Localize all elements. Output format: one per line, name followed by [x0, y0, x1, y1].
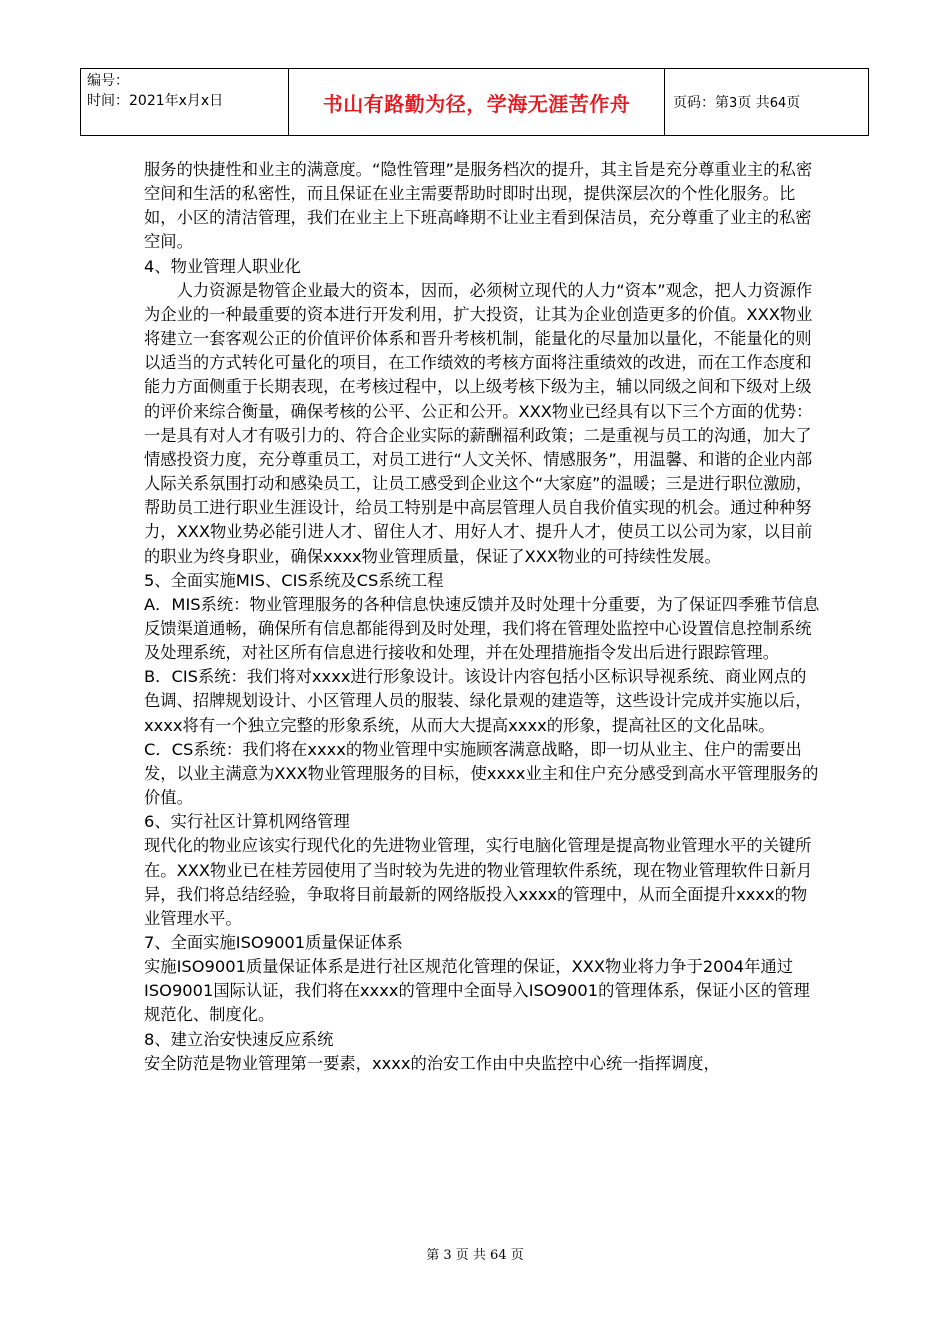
page-footer: 第 3 页 共 64 页 — [426, 1248, 524, 1263]
paragraph: B．CIS系统：我们将对xxxx进行形象设计。该设计内容包括小区标识导视系统、商业网点的色调、招牌规划设计、小区管理人员的服装、绿化景观的建造等，这些设计完成并实施以后，xxxx将有一个独立完整的形象系统，从而大大提高xxxx的形象，提高社区的文化品味。 — [144, 667, 812, 735]
section-heading: 8、建立治安快速反应系统 — [144, 1029, 334, 1049]
paragraph: 安全防范是物业管理第一要素，xxxx的治安工作由中央监控中心统一指挥调度， — [144, 1053, 720, 1073]
time-label: 时间：2021年x月x日 — [87, 93, 224, 109]
paragraph: A．MIS系统：物业管理服务的各种信息快速反馈并及时处理十分重要，为了保证四季雅节信息反馈渠道通畅，确保所有信息都能得到及时处理，我们将在管理处监控中心设置信息控制系统及处理系统，对社区所有信息进行接收和处理，并在处理措施指令发出后进行跟踪管理。 — [144, 594, 820, 663]
doc-number-label: 编号： — [87, 73, 129, 89]
page-total: 64 — [769, 96, 787, 111]
page-header — [80, 68, 869, 136]
document-body — [144, 158, 820, 1076]
section-heading: 5、全面实施MIS、CIS系统及CS系统工程 — [144, 570, 444, 590]
header-page-info — [665, 69, 869, 136]
header-motto: 书山有路勤为径，学海无涯苦作舟 — [289, 69, 665, 136]
page-number: 3 — [729, 96, 738, 111]
paragraph: 现代化的物业应该实行现代化的先进物业管理，实行电脑化管理是提高物业管理水平的关键所在。XXX物业已在桂芳园使用了当时较为先进的物业管理软件系统，现在物业管理软件日新月异，我们将总结经验，争取将目前最新的网络版投入xxxx的管理中，从而全面提升xxxx的物业管理水平。 — [144, 836, 813, 928]
header-meta — [81, 69, 289, 136]
section-heading: 4、物业管理人职业化 — [144, 256, 301, 276]
page-mid: 页 共 — [737, 95, 770, 111]
section-heading: 7、全面实施ISO9001质量保证体系 — [144, 933, 403, 952]
paragraph: 服务的快捷性和业主的满意度。“隐性管理”是服务档次的提升，其主旨是充分尊重业主的私密空间和生活的私密性，而且保证在业主需要帮助时即时出现，提供深层次的个性化服务。比如，小区的清洁管理，我们在业主上下班高峰期不让业主看到保洁员，充分尊重了业主的私密空间。 — [144, 160, 813, 252]
page-suffix: 页 — [786, 95, 801, 111]
paragraph: C．CS系统：我们将在xxxx的物业管理中实施顾客满意战略，即一切从业主、住户的需要出发，以业主满意为XXX物业管理服务的目标，使xxxx业主和住户充分感受到高水平管理服务的价值。 — [144, 739, 819, 808]
paragraph: 人力资源是物管企业最大的资本，因而，必须树立现代的人力“资本”观念，把人力资源作为企业的一种最重要的资本进行开发利用，扩大投资，让其为企业创造更多的价值。XXX物业将建立一套客观公正的价值评价体系和晋升考核机制，能量化的尽量加以量化，不能量化的则以适当的方式转化可量化的项目，在工作绩效的考核方面将注重绩效的改进，而在工作态度和能力方面侧重于长期表现，在考核过程中，以上级考核下级为主，辅以同级之间和下级对上级的评价来综合衡量，确保考核的公平、公正和公开。XXX物业已经具有以下三个方面的优势：一是具有对人才有吸引力的、符合企业实际的薪酬福利政策；二是重视与员工的沟通，加大了情感投资力度，充分尊重员工，对员工进行“人文关怀、情感服务”，用温馨、和谐的企业内部人际关系氛围打动和感染员工，让员工感受到企业这个“大家庭”的温暖；三是进行职位激励，帮助员工进行职业生涯设计，给员工特别是中高层管理人员自我价值实现的机会。通过种种努力，XXX物业势必能引进人才、留住人才、用好人才、提升人才，使员工以公司为家，以目前的职业为终身职业，确保xxxx物业管理质量，保证了XXX物业的可持续性发展。 — [144, 280, 813, 566]
paragraph: 实施ISO9001质量保证体系是进行社区规范化管理的保证，XXX物业将力争于2004年通过ISO9001国际认证，我们将在xxxx的管理中全面导入ISO9001的管理体系，保证小区的管理规范化、制度化。 — [144, 957, 810, 1025]
section-heading: 6、实行社区计算机网络管理 — [144, 812, 350, 832]
page-prefix: 页码：第 — [673, 95, 729, 111]
